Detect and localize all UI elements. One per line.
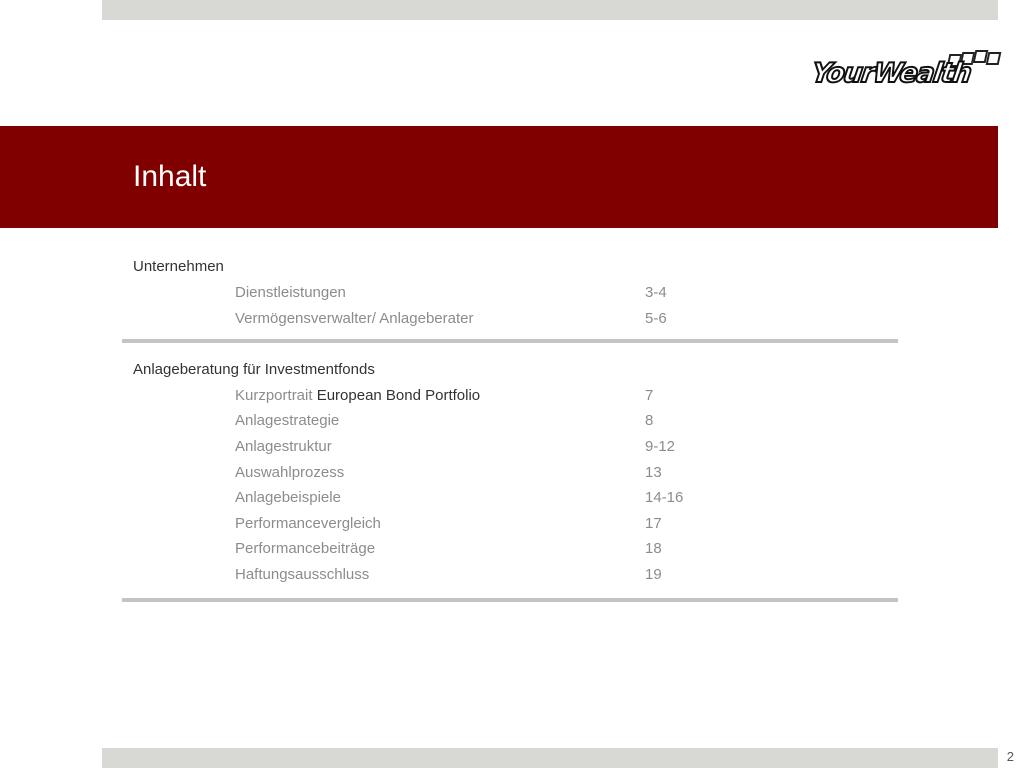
toc-section-heading: Anlageberatung für Investmentfonds [133,361,375,378]
toc-item-page: 3-4 [645,284,667,301]
toc-item-page: 19 [645,566,662,583]
bottom-bar [102,748,998,768]
toc-item-label: Haftungsausschluss [235,566,370,583]
page-title: Inhalt [133,160,207,193]
toc-item-page: 7 [645,387,654,404]
toc-item-page: 9-12 [645,438,676,455]
toc-item-label-prefix: Kurzportrait [235,387,317,404]
toc-item-label: Dienstleistungen [235,284,346,301]
toc-item-label: Vermögensverwalter/ Anlageberater [235,310,474,327]
toc-item-label: Performancebeiträge [235,540,376,557]
page-number: 2 [1006,749,1014,764]
toc-item-label: Anlagestrategie [235,412,340,429]
toc-item-label: Performancevergleich [235,515,381,532]
yourwealth-logo [809,50,1002,94]
toc-item-page: 5-6 [645,310,667,327]
toc-section-heading: Unternehmen [133,258,224,275]
toc-item-page: 18 [645,540,662,557]
logo-text: YourWealth [809,58,973,89]
toc-item-label: Auswahlprozess [235,464,345,481]
toc-item-page: 17 [645,515,662,532]
section-divider [122,598,898,602]
toc-item-page: 8 [645,412,654,429]
logo-block-icon [986,52,1002,65]
toc-item-label: Anlagebeispiele [235,489,341,506]
toc-item-label [235,386,480,406]
toc-item-label-emphasis: European Bond Portfolio [316,387,481,404]
toc-item-page: 14-16 [645,489,684,506]
toc-item-label: Anlagestruktur [235,438,332,455]
top-bar [102,0,998,20]
toc-item-page: 13 [645,464,662,481]
section-divider [122,339,898,343]
